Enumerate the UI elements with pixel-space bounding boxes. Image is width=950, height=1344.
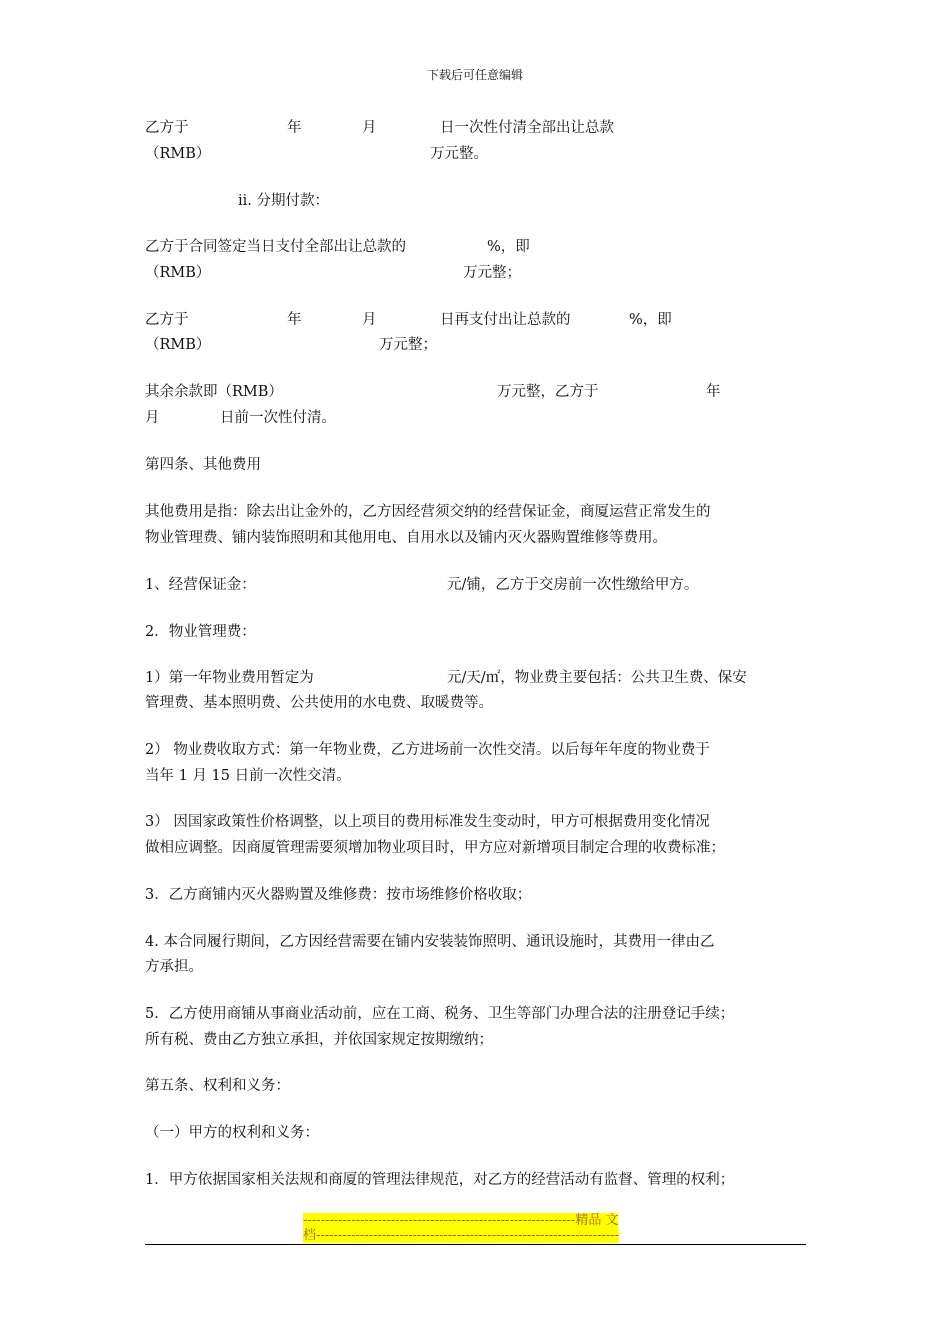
pay4-b: 万元整，乙方于 [497,384,599,400]
pay3-pct: %，即 [629,312,672,328]
item2-title: 2．物业管理费： [145,624,256,640]
pay1-rest: 日一次性付清全部出让总款 [440,120,614,136]
pay2-pct: %，即 [487,239,530,255]
pay3-party: 乙方于 [145,312,189,328]
item2-3-line-1: 3） 因国家政策性价格调整，以上项目的费用标准发生变动时，甲方可根据费用变化情况 [145,814,710,830]
pay1-party: 乙方于 [145,120,189,136]
item2-2-line-1: 2） 物业费收取方式：第一年物业费，乙方进场前一次性交清。以后每年年度的物业费于 [145,742,710,758]
pay1-amount: 万元整。 [430,146,488,162]
item2-1-text: 元/天/㎡，物业费主要包括：公共卫生费、保安 [447,670,747,686]
pay4-year: 年 [706,384,721,400]
pay2-rmb: （RMB） [145,265,211,281]
footer-watermark-line-1: --------------------------------------------------------------精品 文 [303,1213,619,1228]
pay3-rest: 日再支付出让总款的 [440,312,571,328]
party-a-item-1: 1．甲方依据国家相关法规和商厦的管理法律规范，对乙方的经营活动有监督、管理的权利； [145,1172,735,1188]
footer-rule [145,1244,806,1245]
party-a-title: （一）甲方的权利和义务： [145,1125,319,1141]
pay4-rest: 日前一次性付清。 [220,410,336,426]
pay4-month: 月 [145,410,160,426]
item5-line-1: 5．乙方使用商铺从事商业活动前，应在工商、税务、卫生等部门办理合法的注册登记手续； [145,1006,735,1022]
item4-line-2: 方承担。 [145,959,203,975]
pay1-year: 年 [287,120,302,136]
art4-intro-line-2: 物业管理费、铺内装饰照明和其他用电、自用水以及铺内灭火器购置维修等费用。 [145,530,667,546]
item2-1-label: 1）第一年物业费用暂定为 [145,670,314,686]
pay1-rmb: （RMB） [145,146,211,162]
item5-line-2: 所有税、费由乙方独立承担，并依国家规定按期缴纳； [145,1032,493,1048]
pay1-month: 月 [362,120,377,136]
pay3-year: 年 [287,312,302,328]
item1-label: 1、经营保证金： [145,577,256,593]
article-4-title: 第四条、其他费用 [145,457,261,473]
pay3-month: 月 [362,312,377,328]
item2-3-line-2: 做相应调整。因商厦管理需要须增加物业项目时，甲方应对新增项目制定合理的收费标准； [145,840,725,856]
pay3-rmb: （RMB） [145,337,211,353]
art4-intro-line-1: 其他费用是指：除去出让金外的，乙方因经营须交纳的经营保证金，商厦运营正常发生的 [145,504,711,520]
item2-2-line-2: 当年 1 月 15 日前一次性交清。 [145,768,351,784]
article-5-title: 第五条、权利和义务： [145,1078,290,1094]
item3: 3．乙方商铺内灭火器购置及维修费：按市场维修价格收取； [145,887,532,903]
pay2-text: 乙方于合同签定当日支付全部出让总款的 [145,239,406,255]
item4-line-1: 4. 本合同履行期间，乙方因经营需要在铺内安装装饰照明、通讯设施时，其费用一律由乙 [145,934,715,950]
item2-1-line-2: 管理费、基本照明费、公共使用的水电费、取暖费等。 [145,695,493,711]
pay3-amount: 万元整； [379,337,437,353]
page-header: 下载后可任意编辑 [426,68,523,82]
pay4-a: 其余余款即（RMB） [145,384,283,400]
footer-watermark-line-2: 档--------------------------------------------------------------------- [303,1228,620,1243]
item1-text: 元/铺，乙方于交房前一次性缴给甲方。 [447,577,699,593]
pay2-amount: 万元整； [463,265,521,281]
installment-title: ii. 分期付款： [238,193,329,209]
